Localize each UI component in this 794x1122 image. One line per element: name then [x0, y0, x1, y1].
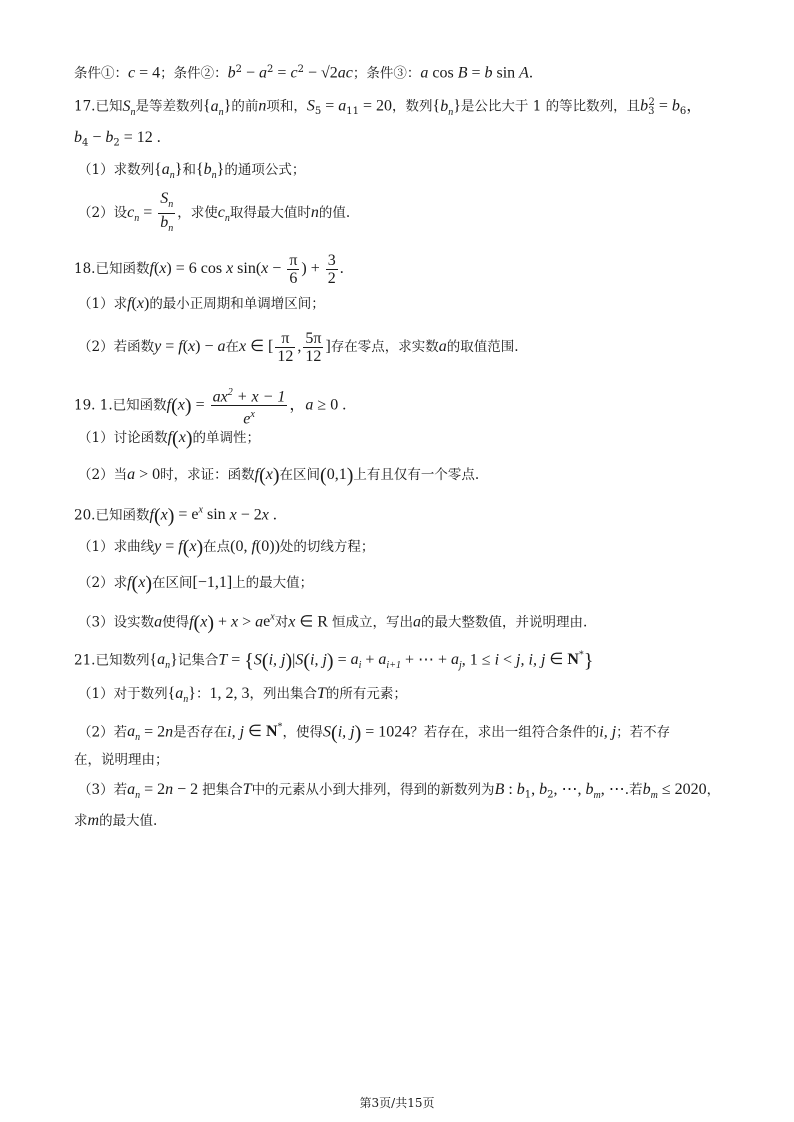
fraction-sn-bn: $\frac{S_n}{b_n}$: [160, 190, 174, 235]
problem-19-q1: （1）讨论函数f(x)的单调性；: [78, 427, 260, 450]
fraction-3-2: $\frac{3}{2}$: [327, 252, 336, 287]
fraction-5pi-12: $\frac{5\pi}{12}$: [305, 330, 322, 365]
problem-17-stem: 17.已知$S_n$是等差数列$\{a_n\}$的前n项和，$S_5 = a_{11} = 20$，数列$\{b_n\}$是公比大于 1 的等比数列，且$b_3^2 = b_6$，: [74, 97, 703, 118]
fraction-pi-12: $\frac{\pi}{12}$: [277, 330, 294, 365]
problem-18-stem: 18.已知函数f(x) = 6 cos x sin(x − $\frac{\pi}{6}$ ) + $\frac{3}{2}$ .: [74, 252, 344, 287]
problem-17-q2: （2）设$c_n$ = $\frac{S_n}{b_n}$ ，求使$c_n$取得最大值时n的值.: [74, 190, 350, 237]
problem-21-q2-cont: 在，说明理由；: [74, 752, 169, 768]
fraction-f19: $\frac{ax^2 + x - 1}{e^x}$: [211, 384, 288, 428]
condition-line: 条件①：c = 4；条件②：$b^2 - a^2 = c^2 - √2ac$；条件③：a cos B = b sin A.: [74, 64, 533, 82]
problem-21-stem: 21.已知数列$\{a_n\}$记集合T = {S(i, j)|S(i, $j) = a_i + a_{i+1}$ + ⋯ + $a_j$, 1 ≤ i < j, i, j ∈ N*}: [74, 649, 594, 672]
problem-21-q3: （3）若$a_n = 2n - 2$ 把集合T中的元素从小到大排列，得到的新数列为B : $b_1$, $b_2$, ⋯, $b_m$, ⋯.若$b_m \le 2020$，: [78, 781, 721, 802]
problem-18-q1: （1）求f(x)的最小正周期和单调增区间；: [78, 295, 325, 312]
problem-17-stem-cont: $b_4 - b_2 = 12$ .: [74, 129, 161, 149]
problem-20-stem: 20.已知函数$f(x) = e^x$ sin x − 2x .: [74, 504, 277, 527]
problem-19-stem: 19. 1.已知函数f(x) = $\frac{ax^2 + x - 1}{e^x}$ ，a ≥ 0 .: [74, 384, 346, 428]
problem-17-q1: （1）求数列$\{a_n\}$和$\{b_n\}$的通项公式；: [78, 161, 306, 182]
problem-19-q2: （2）当a > 0时，求证：函数f(x)在区间(0,1)上有且仅有一个零点.: [78, 464, 480, 487]
problem-21-q2: （2）若$a_n = 2n$是否存在i, j ∈ N*，使得S(i, j) = 1024？若存在，求出一组符合条件的i, j；若不存: [78, 721, 671, 744]
problem-21-q3-cont: 求m的最大值.: [74, 812, 158, 829]
problem-21-q1: （1）对于数列$\{a_n\}$：1, 2, 3，列出集合T的所有元素；: [78, 685, 407, 706]
fraction-pi-6: $\frac{\pi}{6}$: [289, 252, 298, 287]
problem-20-q2: （2）求f(x)在区间[−1,1]上的最大值；: [78, 572, 314, 595]
page-footer: 第3页/共15页: [359, 1096, 435, 1110]
problem-18-q2: （2）若函数y = f(x) − a在x ∈ [ $\frac{\pi}{12}$ , $\frac{5\pi}{12}$ ]存在零点，求实数a的取值范围.: [78, 330, 519, 365]
problem-20-q3: （3）设实数a使得$f(x) + x > ae^x$对x ∈ R 恒成立，写出a的最大整数值，并说明理由.: [78, 611, 588, 634]
problem-20-q1: （1）求曲线y = f(x)在点(0, f(0))处的切线方程；: [78, 536, 375, 559]
